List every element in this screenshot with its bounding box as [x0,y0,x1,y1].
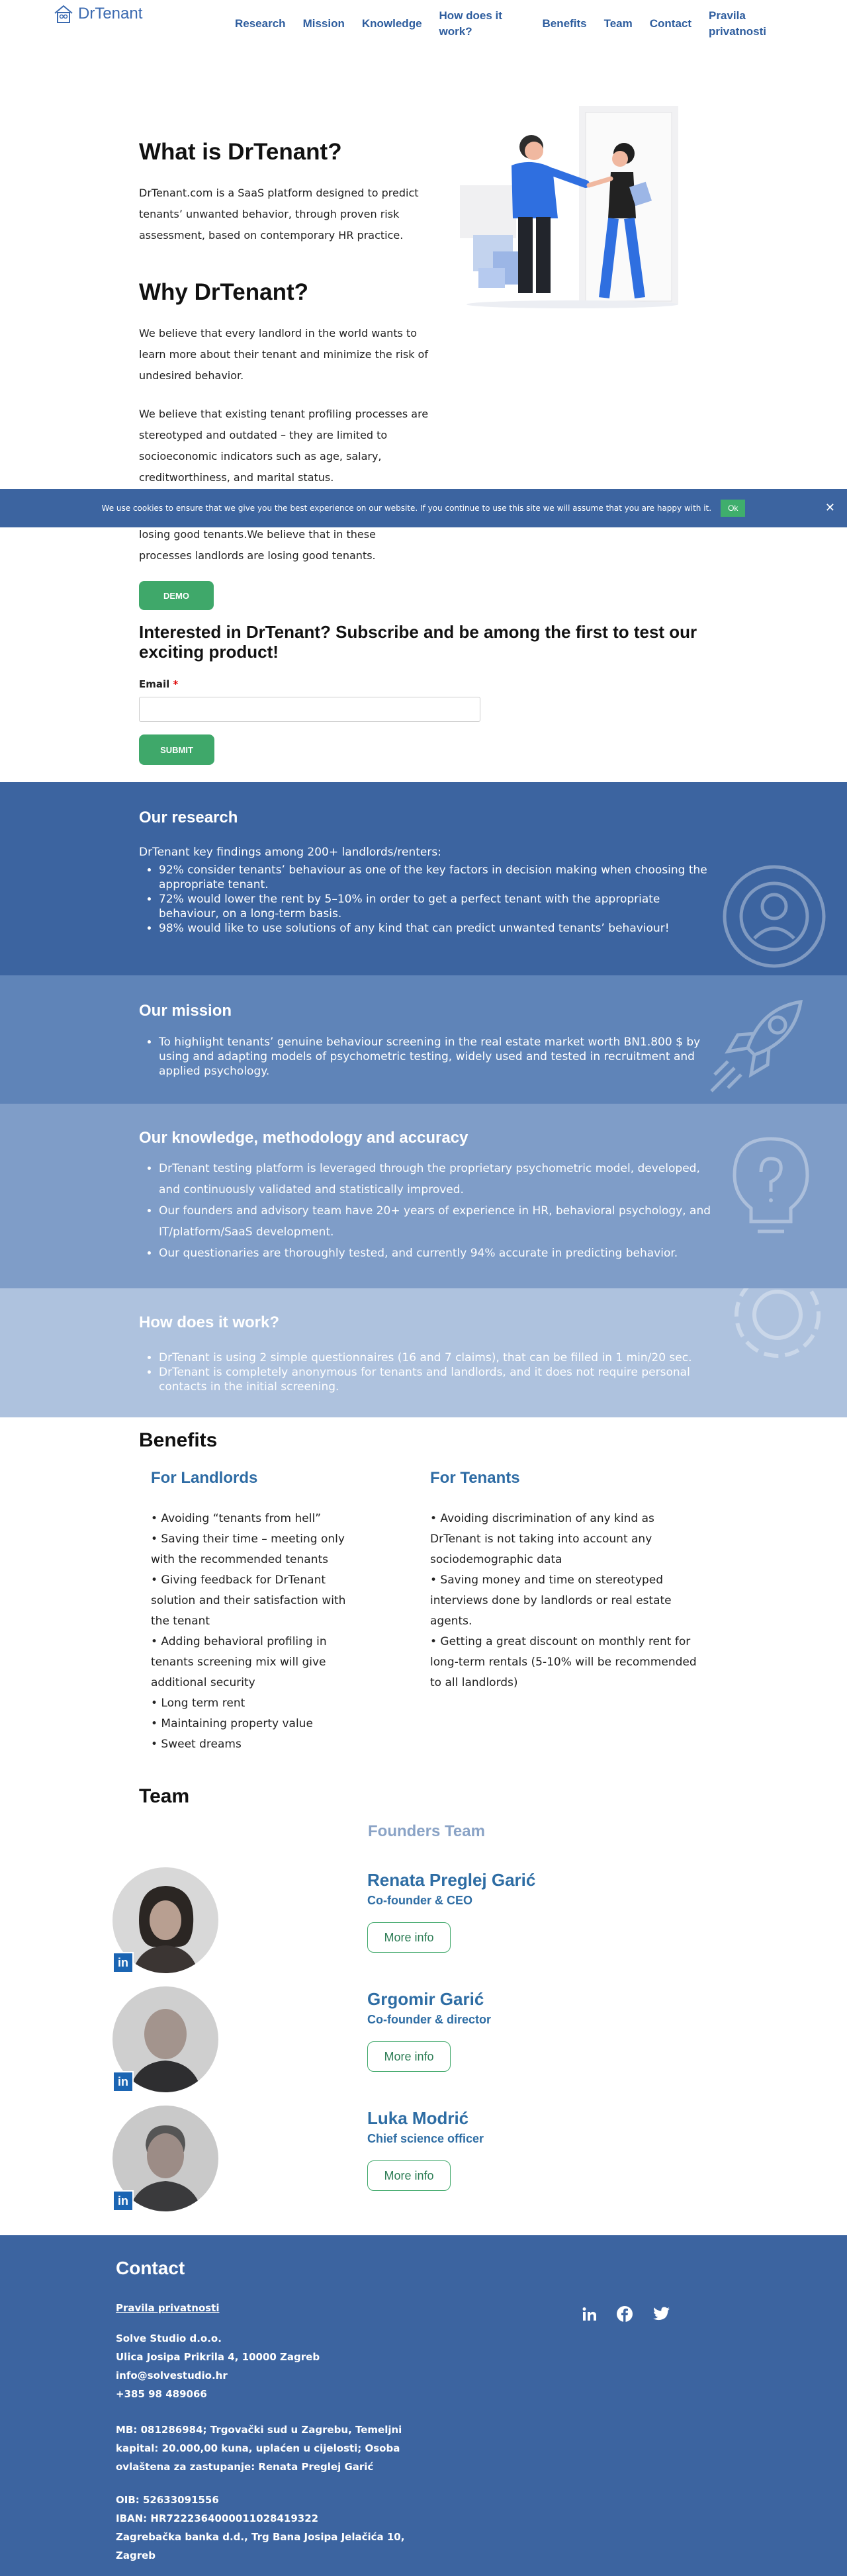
tenants-list [430,1509,708,1693]
main-nav [235,8,792,40]
list-item: • DrTenant is completely anonymous for tenants and landlords, and it does not require personal contacts in the initial screening. [159,1365,715,1394]
person-target-icon [718,860,830,973]
list-item: • Giving feedback for DrTenant solution and their satisfaction with the tenant [151,1574,346,1628]
landlord-tenant-illustration [447,99,695,311]
company-legal: MB: 081286984; Trgovački sud u Zagrebu, Temeljni kapital: 20.000,00 kuna, uplaćen u cijelosti; Osoba ovlaštena za zastupanje: Renata Preglej Garić [116,2424,402,2473]
company-bank: Zagrebačka banka d.d., Trg Bana Josipa Jelačića 10, Zagreb [116,2531,405,2561]
nav-team[interactable]: Team [603,17,633,30]
linkedin-icon[interactable]: in [112,2190,134,2211]
logo-text: DrTenant [78,5,143,22]
twitter-icon[interactable] [652,2305,671,2323]
how-section [0,1288,847,1417]
nav-contact[interactable]: Contact [649,17,692,30]
research-section [0,782,847,975]
list-item: • To highlight tenants’ genuine behaviour screening in the real estate market worth BN1.800 $ by using and adapting models of psychometric testing, widely used and tested in recruitment and applied psychology. [159,1035,715,1079]
mission-title: Our mission [139,1002,232,1020]
member-role: Co-founder & CEO [367,1894,472,1907]
required-mark: * [173,678,179,690]
more-info-button[interactable]: More info [367,2160,451,2191]
list-item: • Our founders and advisory team have 20+ years of experience in HR, behavioral psychology, and IT/platform/SaaS development. [159,1200,715,1243]
benefits-title: Benefits [139,1429,218,1451]
cookie-text: We use cookies to ensure that we give you the best experience on our website. If you continue to use this site we will assume that you are happy with it. [101,504,712,513]
nav-research[interactable]: Research [235,17,286,30]
privacy-link[interactable]: Pravila privatnosti [116,2302,220,2314]
list-item: • Our questionaries are thoroughly tested, and currently 94% accurate in predicting behavior. [159,1243,715,1264]
why-title: Why DrTenant? [139,279,309,305]
list-item: • Avoiding “tenants from hell” [151,1512,322,1525]
more-info-button[interactable]: More info [367,2041,451,2072]
email-field[interactable] [139,697,480,722]
member-role: Chief science officer [367,2132,484,2145]
member-role: Co-founder & director [367,2013,491,2026]
company-email[interactable]: info@solvestudio.hr [116,2370,228,2381]
lightbulb-icon [721,1129,821,1241]
linkedin-icon[interactable] [580,2305,599,2323]
why-paragraph-2: We believe that existing tenant profiling processes are stereotyped and outdated – they are limited to socioeconomic indicators such as age, salary, creditworthiness, and marital status. [139,408,429,484]
how-title: How does it work? [139,1313,280,1331]
demo-button[interactable]: DEMO [139,581,214,610]
facebook-icon[interactable] [615,2305,634,2323]
landlords-list [151,1509,349,1755]
cookie-banner [0,489,847,527]
list-item: • 98% would like to use solutions of any kind that can predict unwanted tenants’ behaviour! [159,921,715,936]
more-info-button[interactable]: More info [367,1922,451,1953]
site-footer [0,2235,847,2576]
list-item: • 72% would lower the rent by 5–10% in order to get a perfect tenant with the appropriate behaviour, on a long-term basis. [159,892,715,921]
list-item: • Saving their time – meeting only with the recommended tenants [151,1532,345,1566]
tenants-title: For Tenants [430,1469,520,1487]
knowledge-title: Our knowledge, methodology and accuracy [139,1129,468,1147]
company-oib: OIB: 52633091556 [116,2494,219,2506]
mission-list [159,1035,715,1079]
company-phone: +385 98 489066 [116,2388,207,2400]
nav-knowledge[interactable]: Knowledge [361,17,422,30]
logo[interactable] [53,4,142,24]
list-item: • Maintaining property value [151,1717,313,1730]
knowledge-section [0,1104,847,1288]
list-item: • DrTenant is using 2 simple questionnaires (16 and 7 claims), that can be filled in 1 min/20 sec. [159,1351,715,1365]
list-item: • 92% consider tenants’ behaviour as one of the key factors in decision making when choosing the appropriate tenant. [159,863,715,892]
member-name: Grgomir Garić [367,1989,484,2009]
list-item: • Sweet dreams [151,1738,242,1751]
knowledge-list [159,1158,715,1264]
list-item: • Adding behavioral profiling in tenants screening mix will give additional security [151,1635,327,1689]
nav-benefits[interactable]: Benefits [542,17,587,30]
linkedin-icon[interactable]: in [112,1952,134,1973]
team-title: Team [139,1785,190,1807]
gear-icon [721,1288,834,1371]
list-item: • Saving money and time on stereotyped interviews done by landlords or real estate agents. [430,1574,672,1628]
list-item: • Getting a great discount on monthly rent for long-term rentals (5-10% will be recommended to all landlords) [430,1635,697,1689]
list-item: • Long term rent [151,1697,245,1710]
landlords-title: For Landlords [151,1469,258,1487]
subscribe-title: Interested in DrTenant? Subscribe and be among the first to test our exciting product! [139,622,697,662]
founders-title: Founders Team [368,1822,485,1840]
what-title: What is DrTenant? [139,139,342,165]
nav-privacy[interactable]: Pravila privatnosti [709,9,766,38]
rocket-icon [701,989,814,1101]
cookie-ok-button[interactable]: Ok [721,500,745,517]
company-address: Ulica Josipa Prikrila 4, 10000 Zagreb [116,2351,320,2363]
list-item: • Avoiding discrimination of any kind as DrTenant is not taking into account any sociodemographic data [430,1512,654,1566]
member-name: Renata Preglej Garić [367,1870,536,1890]
why-paragraph-1: We believe that every landlord in the world wants to learn more about their tenant and minimize the risk of undesired behavior. [139,327,428,382]
nav-how-it-works[interactable]: How does it work? [439,9,502,38]
close-icon[interactable]: ✕ [825,501,835,515]
linkedin-icon[interactable]: in [112,2071,134,2092]
email-label [139,678,178,690]
company-iban: IBAN: HR7222364000011028419322 [116,2512,319,2524]
site-header [0,0,847,53]
mission-section [0,975,847,1104]
member-name: Luka Modrić [367,2108,469,2128]
nav-mission[interactable]: Mission [302,17,345,30]
contact-title: Contact [116,2258,185,2278]
why-paragraph-3: losing good tenants.We believe that in these processes landlords are losing good tenants. [139,528,376,562]
research-list [159,863,715,936]
list-item: • DrTenant testing platform is leveraged through the proprietary psychometric model, developed, and continuously validated and statistically improved. [159,1158,715,1200]
email-label-text: Email [139,678,170,690]
how-list [159,1351,715,1394]
research-title: Our research [139,809,238,826]
research-intro: DrTenant key findings among 200+ landlords/renters: [139,846,441,859]
what-text: DrTenant.com is a SaaS platform designed to predict tenants’ unwanted behavior, through proven risk assessment, based on contemporary HR practice. [139,187,419,242]
submit-button[interactable]: SUBMIT [139,734,214,765]
house-logo-icon [53,4,74,24]
company-name: Solve Studio d.o.o. [116,2332,222,2344]
